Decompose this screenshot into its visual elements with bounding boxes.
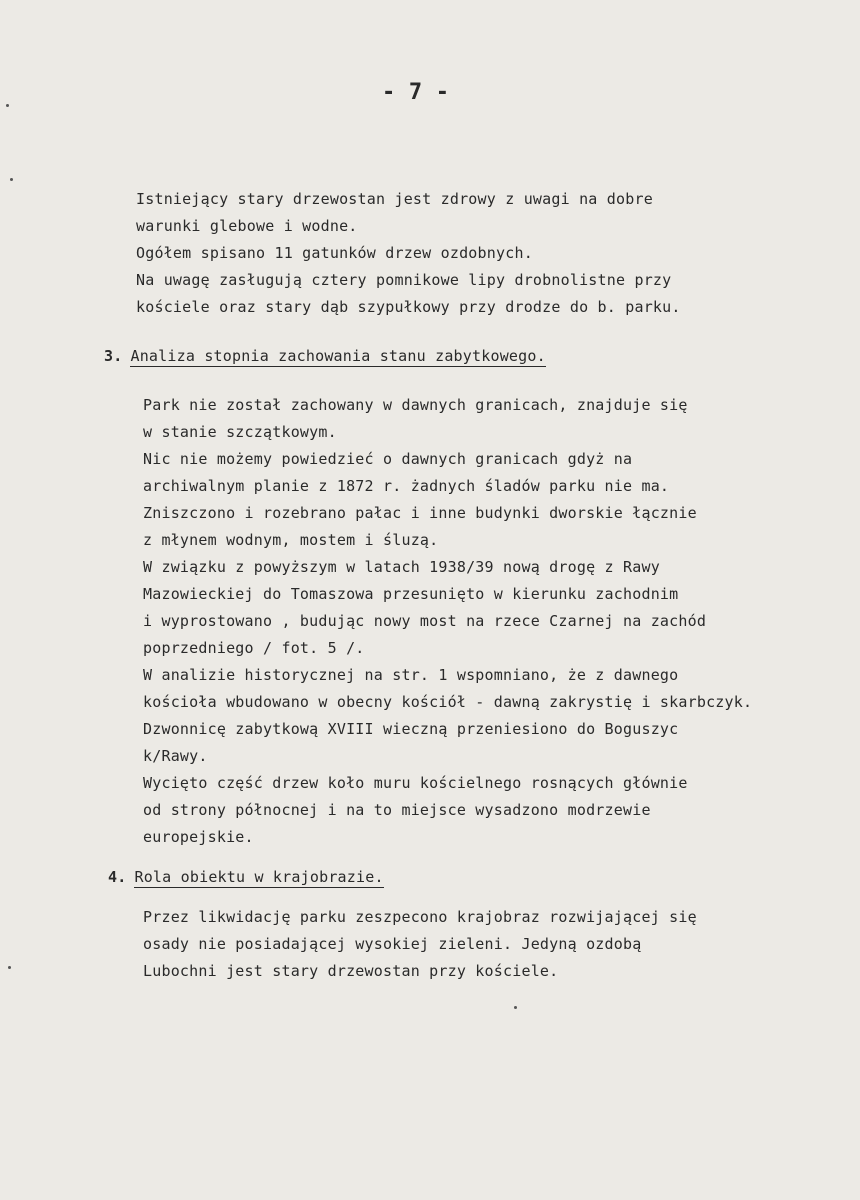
text-line: kościoła wbudowano w obecny kościół - dawną zakrystię i skarbczyk. bbox=[143, 693, 753, 711]
text-line: poprzedniego / fot. 5 /. bbox=[143, 639, 365, 657]
page-number: - 7 - bbox=[382, 80, 450, 105]
text-line: europejskie. bbox=[143, 828, 254, 846]
text-line: od strony północnej i na to miejsce wysadzono modrzewie bbox=[143, 801, 651, 819]
text-line: Mazowieckiej do Tomaszowa przesunięto w kierunku zachodnim bbox=[143, 585, 679, 603]
section-number: 4. bbox=[108, 868, 127, 886]
intro-paragraph bbox=[136, 186, 681, 321]
section-4-heading bbox=[108, 864, 384, 891]
paper-speck bbox=[10, 178, 13, 181]
text-line: Park nie został zachowany w dawnych granicach, znajduje się bbox=[143, 396, 688, 414]
section-title: Analiza stopnia zachowania stanu zabytkowego. bbox=[130, 347, 546, 365]
text-line: i wyprostowano , budując nowy most na rzece Czarnej na zachód bbox=[143, 612, 707, 630]
paper-speck bbox=[514, 1006, 517, 1009]
section-4-body bbox=[143, 904, 697, 985]
text-line: Przez likwidację parku zeszpecono krajobraz rozwijającej się bbox=[143, 908, 697, 926]
text-line: kościele oraz stary dąb szypułkowy przy drodze do b. parku. bbox=[136, 298, 681, 316]
text-line: warunki glebowe i wodne. bbox=[136, 217, 358, 235]
text-line: W związku z powyższym w latach 1938/39 nową drogę z Rawy bbox=[143, 558, 660, 576]
paper-speck bbox=[6, 104, 9, 107]
text-line: Nic nie możemy powiedzieć o dawnych granicach gdyż na bbox=[143, 450, 633, 468]
text-line: Na uwagę zasługują cztery pomnikowe lipy drobnolistne przy bbox=[136, 271, 672, 289]
paper-speck bbox=[8, 966, 11, 969]
text-line: archiwalnym planie z 1872 r. żadnych śladów parku nie ma. bbox=[143, 477, 670, 495]
text-line: W analizie historycznej na str. 1 wspomniano, że z dawnego bbox=[143, 666, 679, 684]
text-line: Ogółem spisano 11 gatunków drzew ozdobnych. bbox=[136, 244, 533, 262]
text-line: w stanie szczątkowym. bbox=[143, 423, 337, 441]
text-line: osady nie posiadającej wysokiej zieleni. Jedyną ozdobą bbox=[143, 935, 642, 953]
section-number: 3. bbox=[104, 347, 123, 365]
text-line: Zniszczono i rozebrano pałac i inne budynki dworskie łącznie bbox=[143, 504, 697, 522]
section-title: Rola obiektu w krajobrazie. bbox=[134, 868, 384, 886]
text-line: Wycięto część drzew koło muru kościelnego rosnących głównie bbox=[143, 774, 688, 792]
text-line: z młynem wodnym, mostem i śluzą. bbox=[143, 531, 439, 549]
text-line: Istniejący stary drzewostan jest zdrowy z uwagi na dobre bbox=[136, 190, 653, 208]
text-line: k/Rawy. bbox=[143, 747, 208, 765]
text-line: Lubochni jest stary drzewostan przy kościele. bbox=[143, 962, 559, 980]
section-3-body bbox=[143, 392, 752, 851]
text-line: Dzwonnicę zabytkową XVIII wieczną przeniesiono do Boguszyc bbox=[143, 720, 679, 738]
section-3-heading bbox=[104, 343, 546, 370]
